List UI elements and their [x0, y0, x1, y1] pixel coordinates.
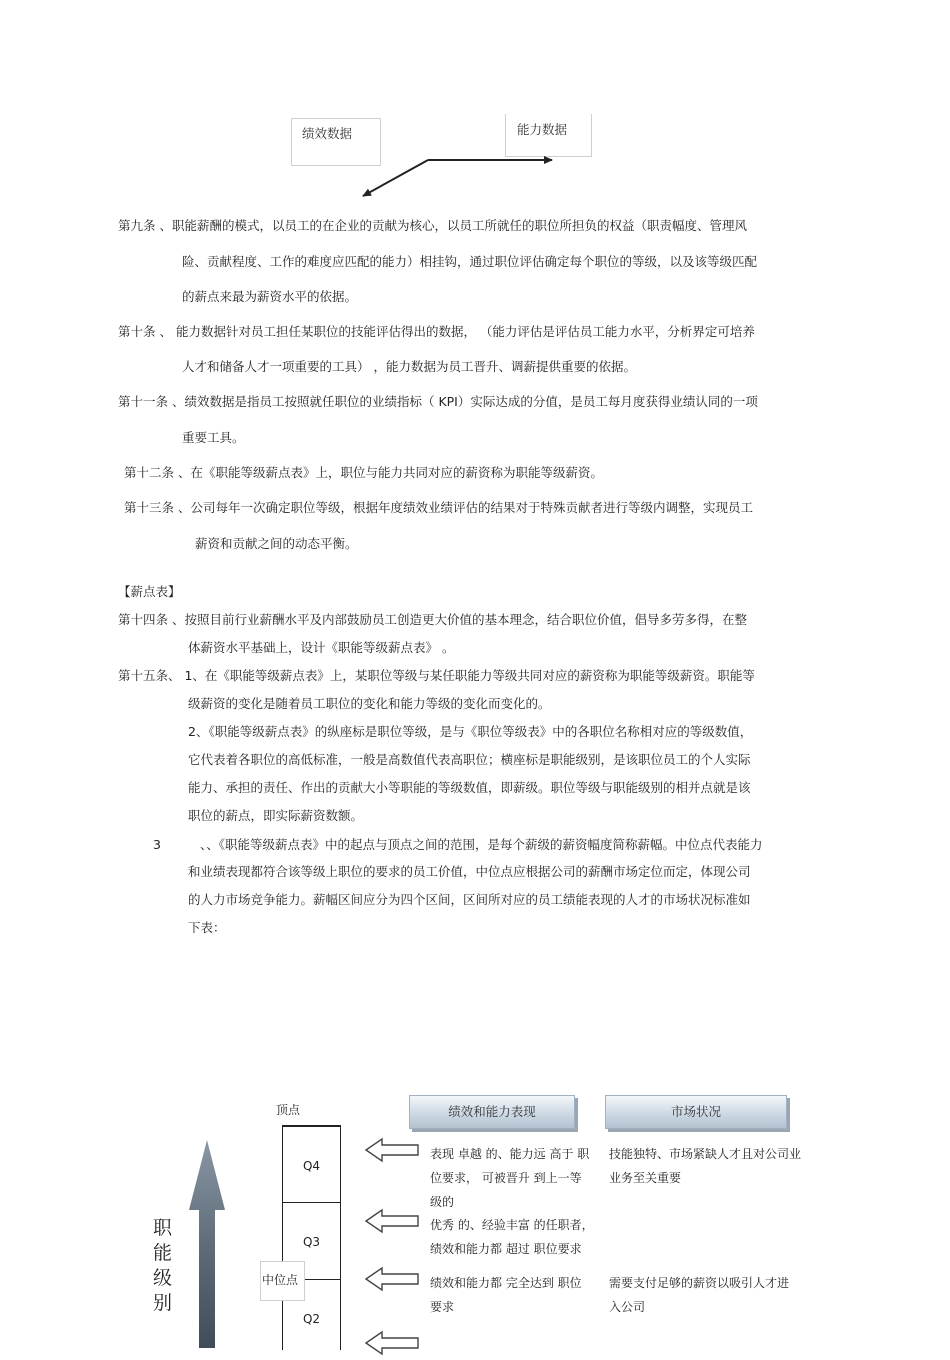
row-arrow-icon: [366, 1210, 418, 1232]
article-15-p3-line4: 下表：: [188, 920, 226, 935]
article-10-line2: 人才和储备人才一项重要的工具） ，能力数据为员工晋升、调薪提供重要的依据。: [182, 359, 636, 374]
article-15-p3-line1: 、、《职能等级薪点表》中的起点与顶点之间的范围，是每个薪级的薪资幅度简称薪幅。中位点代表能力: [200, 837, 763, 852]
perf-row-1-line2: 位要求， 可被晋升 到上一等: [430, 1171, 582, 1185]
article-14-line1: 第十四条 、按照目前行业薪酬水平及内部鼓励员工创造更大价值的基本理念，结合职位价值，倡导多劳多得，在整: [118, 612, 747, 627]
perf-row-2-line1: 优秀 的、经验丰富 的任职者，: [430, 1218, 594, 1232]
q2-label: Q2: [302, 1312, 321, 1326]
article-15-p3-line2: 和业绩表现都符合该等级上职位的要求的员工价值，中位点应根据公司的薪酬市场定位而定，体现公司: [188, 864, 751, 879]
perf-row-1-line1: 表现 卓越 的、能力远 高于 职: [430, 1147, 590, 1161]
arrow-diagram: [0, 0, 950, 220]
article-15-p2-line2: 它代表着各职位的高低标准，一般是高数值代表高职位；横座标是职能级别，是该职位员工的个人实际: [188, 752, 751, 767]
market-row-1-line2: 业务至关重要: [609, 1171, 682, 1185]
perf-row-3-line1: 绩效和能力都 完全达到 职位: [430, 1276, 582, 1290]
article-15-p2-line3: 能力、承担的责任、作出的贡献大小等职能的等级数值，即薪级。职位等级与职能级别的相并点就是该: [188, 780, 751, 795]
market-row-3-line2: 入公司: [609, 1300, 646, 1314]
article-15-p2-line4: 职位的薪点，即实际薪资数额。: [188, 808, 364, 823]
article-15-line1: 第十五条、 1、在《职能等级薪点表》上，某职位等级与某任职能力等级共同对应的薪资称为职能等级薪资。职能等: [118, 668, 755, 683]
quartile-q4: [282, 1125, 341, 1204]
perf-row-2-line2: 绩效和能力都 超过 职位要求: [430, 1242, 582, 1256]
article-13-line1: 第十三条 、公司每年一次确定职位等级，根据年度绩效业绩评估的结果对于特殊贡献者进行等级内调整，实现员工: [124, 500, 753, 515]
article-11-line1: 第十一条 、绩效数据是指员工按照就任职位的业绩指标（ KPI）实际达成的分值，是员工每月度获得业绩认同的一项: [118, 394, 758, 409]
article-10-line1: 第十条 、 能力数据针对员工担任某职位的技能评估得出的数据， （能力评估是评估员工能力水平，分析界定可培养: [118, 324, 755, 339]
section-title: 【薪点表】: [118, 584, 181, 599]
performance-data-label: 绩效数据: [302, 126, 353, 141]
perf-row-3-line2: 要求: [430, 1300, 455, 1314]
arrow-left-down: [363, 160, 428, 196]
article-14-line2: 体薪资水平基础上，设计《职能等级薪点表》 。: [188, 640, 455, 655]
article-15-p3-line3: 的人力市场竞争能力。薪幅区间应分为四个区间，区间所对应的员工绩能表现的人才的市场状况标准如: [188, 892, 751, 907]
axis-label-char-2: 能: [153, 1242, 173, 1264]
row-arrows: [364, 1130, 424, 1360]
vertical-axis-arrow: [187, 1138, 227, 1348]
article-15-line2: 级薪资的变化是随着员工职位的变化和能力等级的变化而变化的。: [188, 696, 551, 711]
article-13-line2: 薪资和贡献之间的动态平衡。: [195, 536, 358, 551]
market-row-3-line1: 需要支付足够的薪资以吸引人才进: [609, 1276, 790, 1290]
article-15-p3-number: 3: [153, 837, 161, 852]
perf-row-1-line3: 级的: [430, 1195, 455, 1209]
row-arrow-icon: [366, 1139, 418, 1161]
row-arrow-icon: [366, 1332, 418, 1354]
ability-data-label: 能力数据: [517, 122, 568, 137]
top-point-label: 顶点: [276, 1103, 301, 1117]
article-15-p2-line1: 2、《职能等级薪点表》的纵座标是职位等级，是与《职位等级表》中的各职位名称相对应的等级数值，: [188, 724, 753, 739]
article-9-line2: 险、贡献程度、工作的难度应匹配的能力）相挂钩，通过职位评估确定每个职位的等级，以及该等级匹配: [182, 254, 758, 269]
article-9-line3: 的薪点来最为薪资水平的依据。: [182, 289, 358, 304]
market-row-1-line1: 技能独特、市场紧缺人才且对公司业: [609, 1147, 802, 1161]
q3-label: Q3: [302, 1235, 321, 1249]
header-performance: 绩效和能力表现: [409, 1095, 575, 1129]
axis-label-char-3: 级: [153, 1267, 173, 1289]
mid-point-box: [260, 1261, 305, 1301]
axis-label-char-1: 职: [153, 1217, 173, 1239]
q4-label: Q4: [302, 1159, 321, 1173]
article-9-line1: 第九条 、职能薪酬的模式，以员工的在企业的贡献为核心，以员工所就任的职位所担负的权益（职责幅度、管理风: [118, 218, 747, 233]
article-12: 第十二条 、在《职能等级薪点表》上，职位与能力共同对应的薪资称为职能等级薪资。: [124, 465, 603, 480]
row-arrow-icon: [366, 1268, 418, 1290]
axis-label-char-4: 别: [153, 1292, 173, 1314]
article-11-line2: 重要工具。: [182, 430, 245, 445]
header-market: 市场状况: [605, 1095, 787, 1129]
mid-point-label: 中位点: [262, 1273, 299, 1287]
